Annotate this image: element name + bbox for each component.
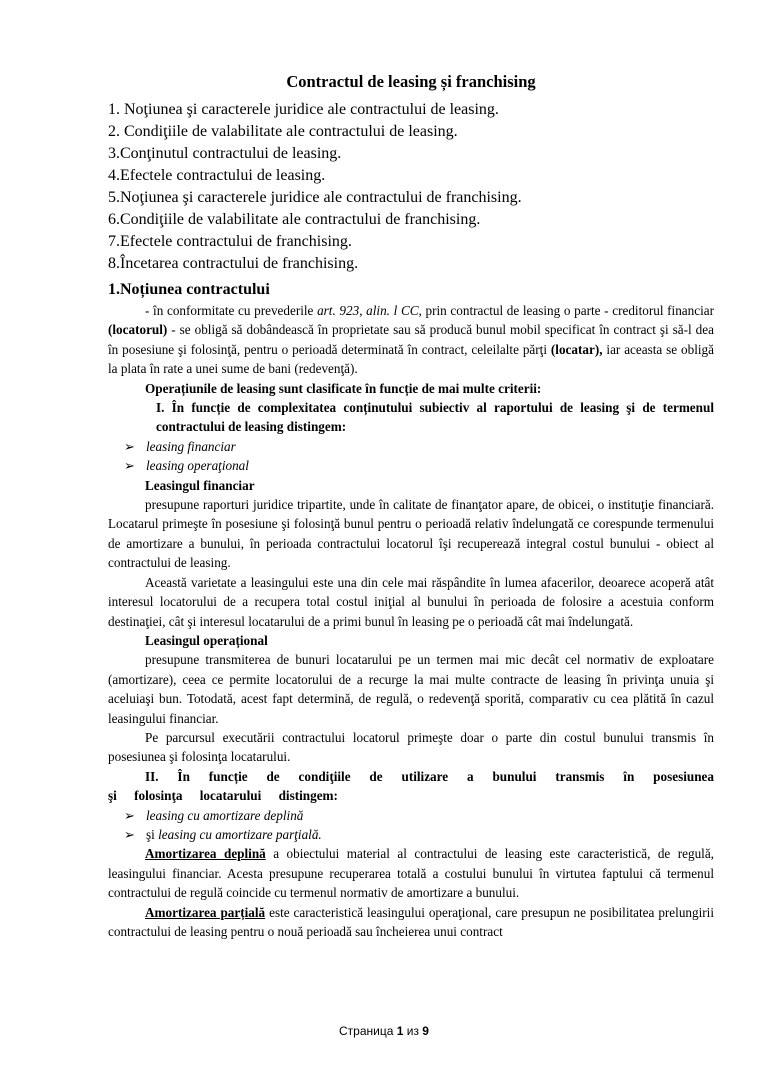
document-title: Contractul de leasing și franchising (286, 72, 536, 91)
operational-paragraph-1: presupune transmiterea de bunuri locatarului pe un termen mai mic decât cel normativ de exploatare (amortizare), ceea ce permite locatorului de a recurge la mai multe contracte de leasing în privinţa unuia şi aceluiaşi bun. Totodată, acest fapt determină, de regulă, o redevenţă sporită, comparativ cu cea plătită în cazul leasingului financiar. (108, 652, 714, 726)
subsection-heading-operational: Leasingul operațional (145, 632, 268, 648)
toc-item: 3.Conţinutul contractului de leasing. (108, 145, 342, 162)
term-locatar: (locatar), (550, 341, 603, 357)
bullet-prefix: şi (146, 826, 159, 842)
partial-amortization-paragraph (108, 903, 714, 942)
toc-item: 7.Efectele contractului de franchising. (108, 233, 352, 250)
footer-label: Страница (339, 1024, 397, 1038)
arrow-bullet-icon: ➢ (124, 458, 136, 474)
operational-paragraph-2: Pe parcursul executării contractului locatorul primeşte doar o parte din costul bunului transmis în posesiunea şi folosinţa locatarului. (108, 729, 714, 765)
subsection-heading-financial: Leasingul financiar (145, 477, 255, 493)
bullet-item (108, 806, 714, 825)
term-partial-amortization: Amortizarea parțială (145, 904, 266, 920)
financial-paragraph-2: Această varietate a leasingului este una din cele mai răspândite în lumea afacerilor, deoarece acoperă atât interesul locatorului de a recupera total costul iniţial al bunului în perioada de folosire a acestuia conform destinaţiei, cât şi interesul locatarului de a primi bunul în leasing pe o perioadă cât mai îndelungată. (108, 574, 714, 629)
term-full-amortization: Amortizarea deplină (145, 846, 266, 862)
toc-item: 8.Încetarea contractului de franchising. (108, 255, 359, 272)
document-page (108, 72, 714, 941)
toc-item: 5.Noţiunea şi caracterele juridice ale contractului de franchising. (108, 189, 522, 206)
text-run: - se obligă să dobândească în proprietate sau să producă bunul mobil specificat în contract şi să-l dea în posesiune şi folosinţă, pentru o perioadă determinată în contract, celeilalte părţi (108, 322, 714, 357)
table-of-contents (108, 99, 714, 275)
total-page-count: 9 (422, 1024, 429, 1038)
financial-paragraph-1: presupune raporturi juridice tripartite, unde în calitate de finanţator apare, de obicei, o instituţie financiară. Locatarul primeşte în posesiune şi folosinţă bunul pentru o perioadă relativ îndelungată ce corespunde termenului de amortizare a bunului, în perioada contractului locatorul îşi recuperează integral costul bunului - obiect al contractului de leasing. (108, 497, 714, 571)
bullet-text: leasing cu amortizare deplină (146, 807, 304, 823)
text-run: prin contractul de leasing o parte - creditorul financiar (421, 303, 714, 318)
criterion-2: II. În funcție de condiţiile de utilizare a bunului transmis în posesiunea şi folosinţa locatarului distingem: (108, 768, 714, 804)
text-run: este caracteristică leasingului operaţional, care presupun ne posibilitatea prelungirii contractului de leasing pentru o nouă perioadă sau încheierea unui contract (108, 904, 714, 939)
section-heading: 1.Noțiunea contractului (108, 281, 270, 298)
legal-reference: art. 923, alin. l CC, (317, 303, 422, 318)
toc-item: 2. Condiţiile de valabilitate ale contractului de leasing. (108, 123, 458, 140)
text-run: iar aceasta se obligă la plata în rate a unei sume de bani (redevenţă). (108, 341, 714, 377)
full-amortization-paragraph (108, 844, 714, 902)
bullet-item (108, 437, 714, 456)
arrow-bullet-icon: ➢ (124, 826, 136, 842)
bullet-text: leasing cu amortizare parţială. (158, 826, 322, 842)
definition-paragraph (108, 301, 714, 379)
bullet-text: leasing financiar (146, 438, 236, 454)
bullet-item (108, 825, 714, 844)
page-footer (0, 1024, 768, 1038)
current-page-number: 1 (396, 1024, 404, 1038)
criterion-1: I. În funcție de complexitatea conținutului subiectiv al raportului de leasing şi de termenul contractului de leasing distingem: (156, 400, 714, 435)
arrow-bullet-icon: ➢ (124, 807, 136, 823)
toc-item: 6.Condiţiile de valabilitate ale contractului de franchising. (108, 211, 481, 228)
bullet-text: leasing operaţional (146, 458, 249, 474)
text-run: - în conformitate cu prevederile (145, 303, 318, 318)
text-run: a obiectului material al contractului de leasing este caracteristică, de regulă, leasingului financiar. Acesta presupune recuperarea totală a costului bunului în virtutea faptului că termenul contractului de regulă coincide cu termenul normativ de amortizare a bunului. (108, 846, 714, 901)
toc-item: 1. Noţiunea şi caracterele juridice ale contractului de leasing. (108, 101, 499, 118)
classification-heading: Operațiunile de leasing sunt clasificate în funcție de mai multe criterii: (145, 380, 542, 396)
arrow-bullet-icon: ➢ (124, 438, 136, 454)
footer-separator: из (403, 1024, 423, 1038)
term-locator: (locatorul) (108, 322, 168, 338)
bullet-item (108, 456, 714, 475)
toc-item: 4.Efectele contractului de leasing. (108, 167, 326, 184)
